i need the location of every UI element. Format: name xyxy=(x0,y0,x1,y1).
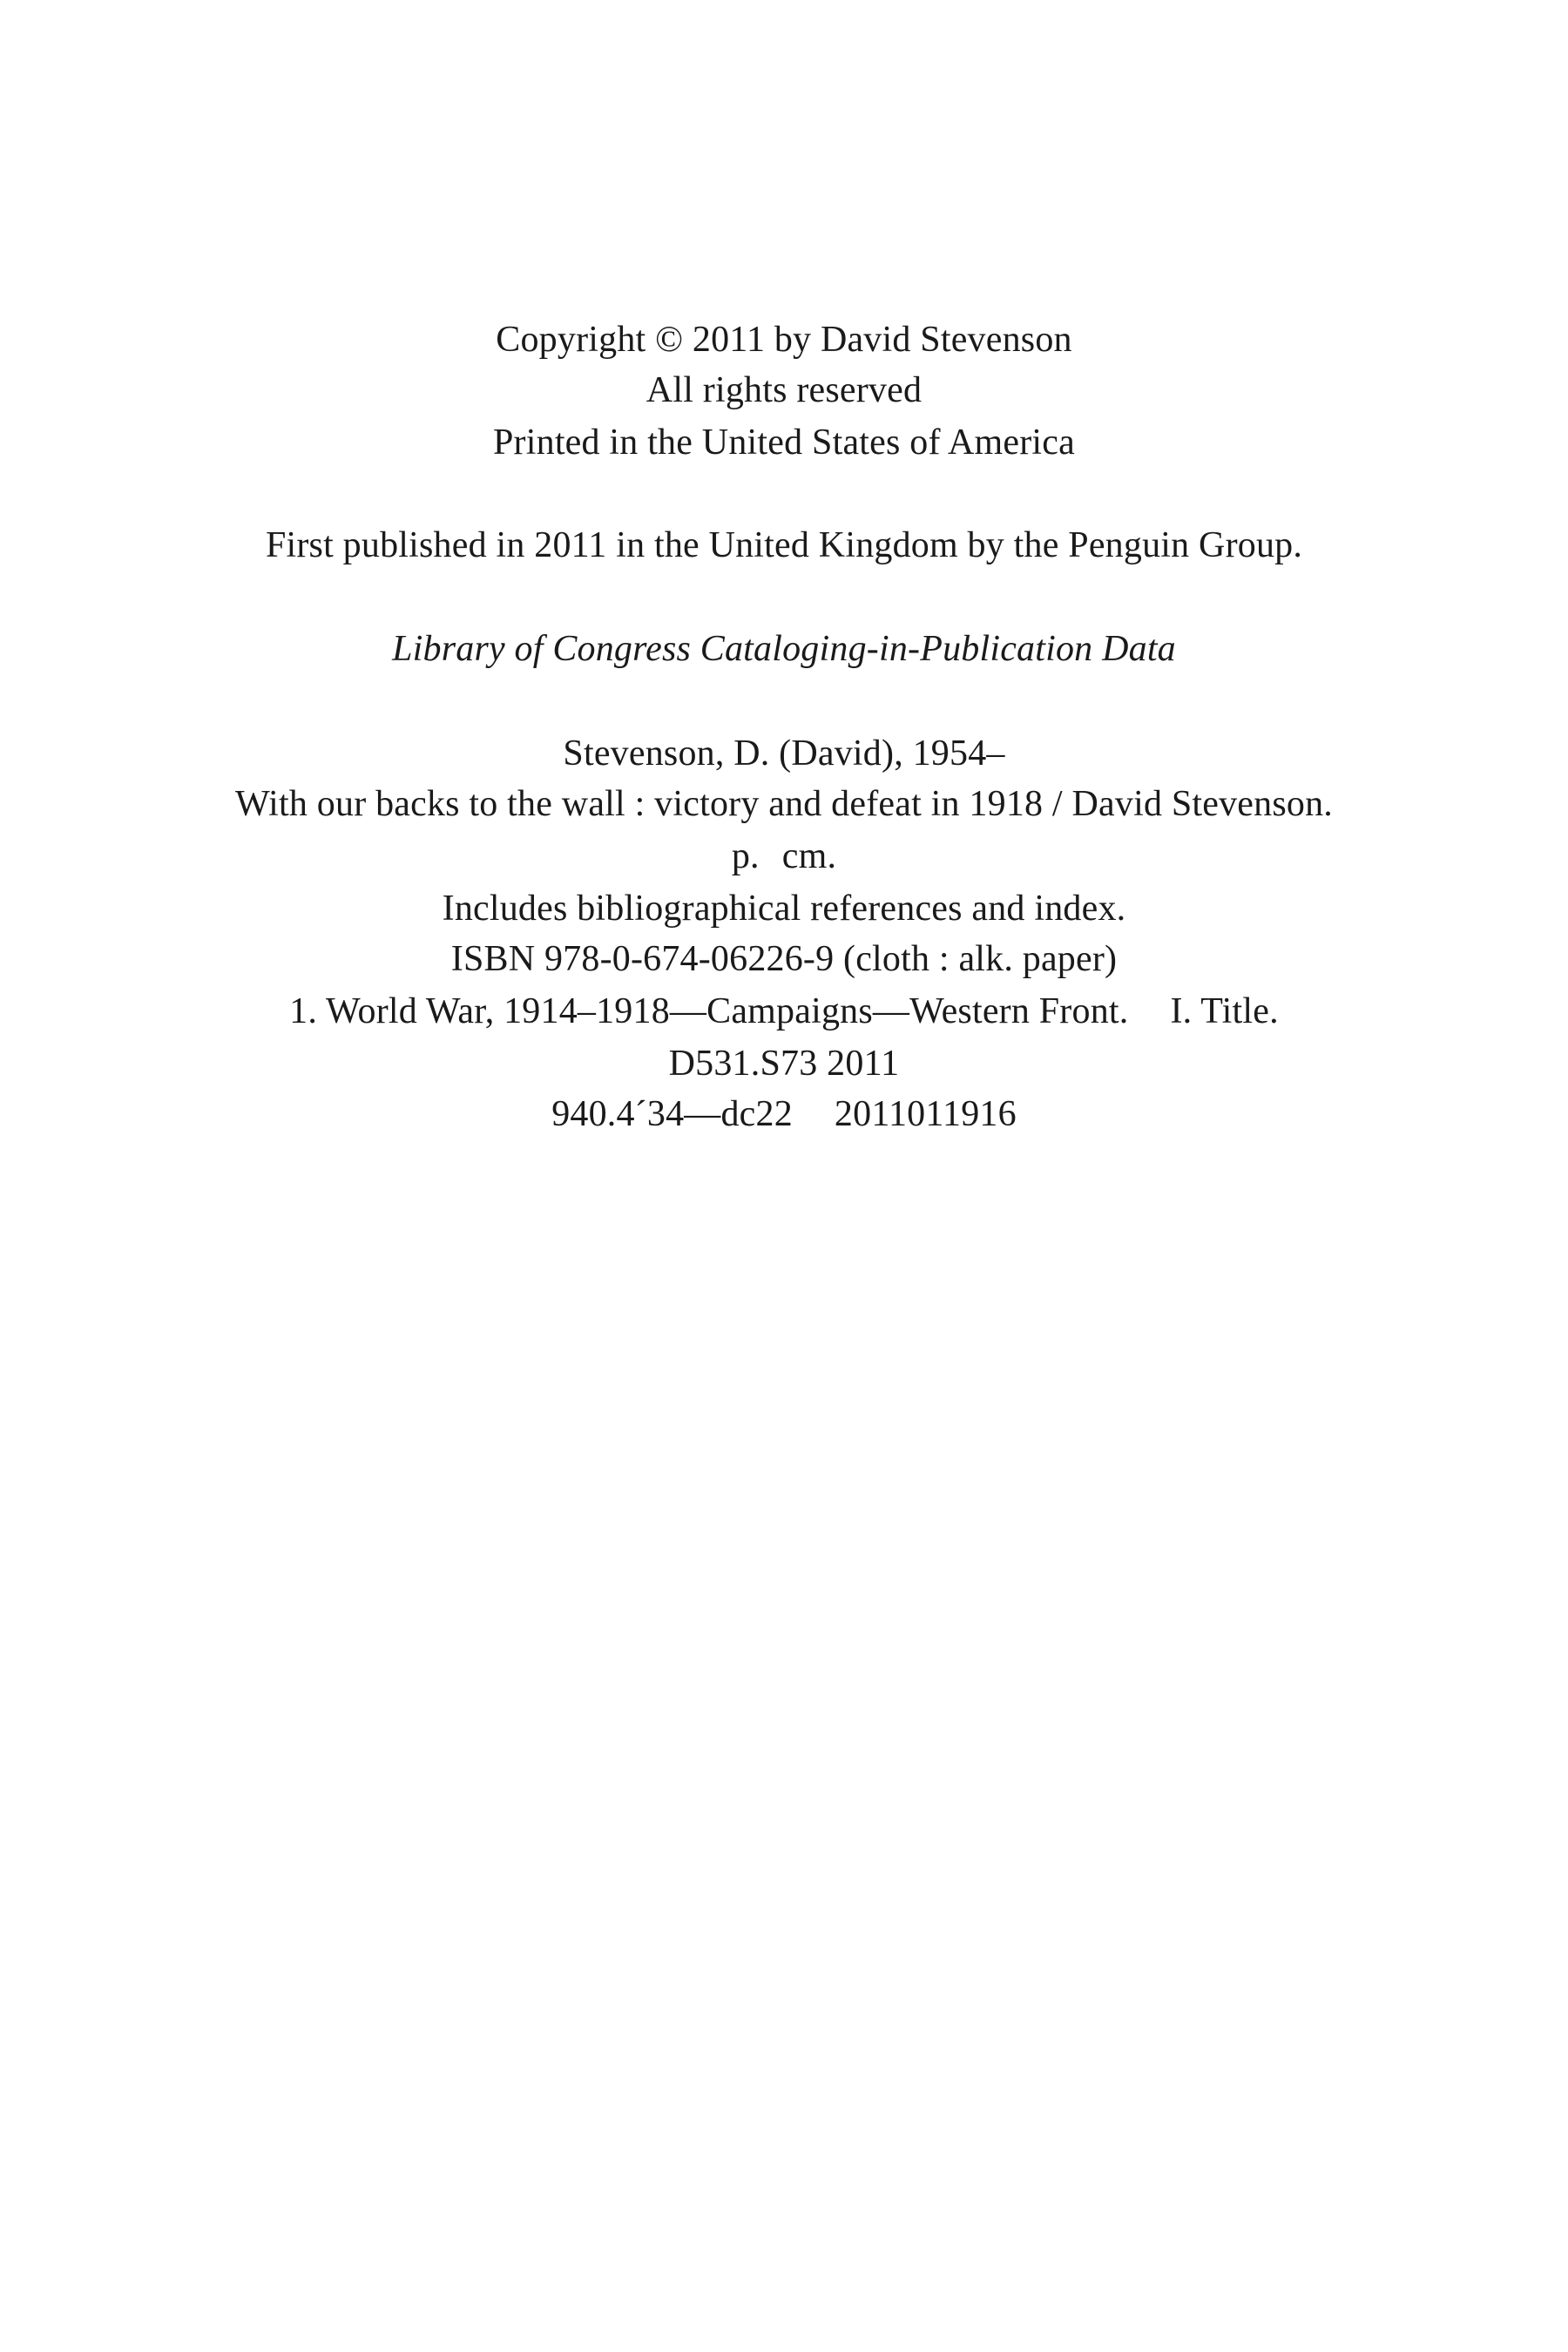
cip-lc-call-number: D531.S73 2011 xyxy=(668,1044,900,1084)
cip-dewey: 940.4´34—dc22 xyxy=(551,1094,793,1134)
cip-title-entry: I. Title. xyxy=(1170,991,1279,1031)
cip-cm-label: cm. xyxy=(781,836,837,876)
cip-title-statement: With our backs to the wall : victory and defeat in 1918 / David Stevenson. xyxy=(235,784,1333,824)
cip-p-label: p. xyxy=(731,836,760,876)
cip-subject-line xyxy=(0,990,1568,1033)
printed-in-line: Printed in the United States of America xyxy=(493,422,1075,463)
rights-reserved-line: All rights reserved xyxy=(645,370,923,410)
copyright-line: Copyright © 2011 by David Stevenson xyxy=(496,320,1072,360)
cip-heading: Library of Congress Cataloging-in-Publication Data xyxy=(392,629,1176,669)
cip-lccn: 2011011916 xyxy=(834,1094,1017,1134)
cip-author: Stevenson, D. (David), 1954– xyxy=(563,733,1005,774)
first-published-line: First published in 2011 in the United Kingdom by the Penguin Group. xyxy=(265,525,1303,565)
cip-isbn: ISBN 978-0-674-06226-9 (cloth : alk. paper) xyxy=(450,939,1118,979)
cip-physical-description xyxy=(0,835,1568,878)
cip-classification-line xyxy=(0,1092,1568,1136)
cip-bibliography-note: Includes bibliographical references and index. xyxy=(442,889,1126,929)
cip-subject: 1. World War, 1914–1918—Campaigns—Western Front. xyxy=(289,991,1129,1031)
